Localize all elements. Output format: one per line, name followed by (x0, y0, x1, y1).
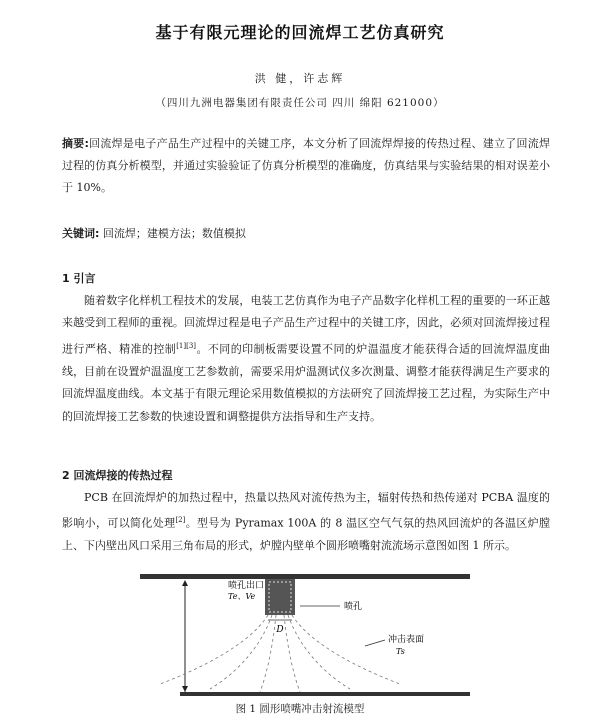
section-2-paragraph (62, 487, 550, 558)
section-1-text-b: 。不同的印制板需要设置不同的炉温温度才能获得合适的回流焊温度曲线，目前在设置炉温温度工艺参数前，需要采用炉温测试仪多次测量、调整才能获得满足生产要求的回流焊温度曲线。本文基于有限元理论采用数值模拟的方法研究了回流焊接工艺过程，为实际生产中的回流焊接工艺参数的快速设置和调整提供方法指导和生产支持。 (62, 342, 551, 423)
surface-var-label: Ts (396, 647, 405, 656)
outlet-vars-label: Te、Ve (228, 592, 256, 601)
figure-caption: 图 1 圆形喷嘴冲击射流模型 (235, 703, 365, 715)
abstract (62, 133, 550, 199)
section-2-text-a: PCB 在回流焊炉的加热过程中，热量以热风对流传热为主，辐射传热和热传递对 PCBA 温度的影响小，可以简化处理 (62, 491, 550, 531)
paper-title: 基于有限元理论的回流焊工艺仿真研究 (155, 23, 445, 42)
nozzle-label: 喷孔 (344, 602, 363, 612)
abstract-text: 回流焊是电子产品生产过程中的关键工序，本文分析了回流焊焊接的传热过程、建立了回流焊过程的仿真分析模型，并通过实验验证了仿真分析模型的准确度，仿真结果与实验结果的相对误差小于 10%。 (62, 137, 551, 194)
section-2-text-b: 。型号为 Pyramax 100A 的 8 温区空气气氛的热风回流炉的各温区炉膛上、下内壁出风口采用三角布局的形式，炉膛内壁单个圆形喷嘴射流流场示意图如图 1 所示。 (62, 517, 551, 553)
abstract-label: 摘要: (62, 137, 89, 150)
author-list: 洪 健，许志辉 (254, 72, 346, 85)
dimension-arrow-top (182, 580, 188, 586)
keywords (62, 225, 550, 241)
keywords-text: 回流焊；建模方法；数值模拟 (102, 227, 246, 240)
nozzle-jet-diagram (140, 574, 500, 700)
top-plate (140, 574, 470, 579)
section-2-heading: 2 回流焊接的传热过程 (62, 469, 173, 482)
section-1-heading: 1 引言 (62, 272, 96, 285)
section-1-paragraph (62, 290, 550, 428)
outlet-label: 喷孔出口 (228, 581, 265, 591)
dimension-arrow-bottom (182, 686, 188, 692)
section-1-text-a: 随着数字化样机工程技术的发展，电装工艺仿真作为电子产品数字化样机工程的重要的一环正越来越受到工程师的重视。回流焊过程是电子产品生产过程中的关键工序，因此，必须对回流焊接过程进行严格、精准的控制 (62, 294, 550, 356)
diameter-label: D (276, 625, 284, 635)
keywords-label: 关键词: (62, 227, 100, 240)
impact-surface (180, 692, 470, 696)
citation: [1][3] (176, 341, 197, 350)
surface-label: 冲击表面 (388, 635, 425, 645)
affiliation: （四川九洲电器集团有限责任公司 四川 绵阳 621000） (155, 97, 445, 109)
citation: [2] (175, 516, 186, 525)
